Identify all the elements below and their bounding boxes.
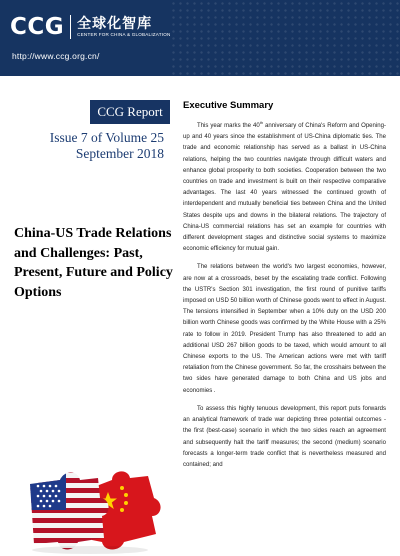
summary-paragraph-1 <box>183 117 386 255</box>
section-heading: Executive Summary <box>183 100 274 111</box>
issue-info <box>50 130 164 162</box>
summary-paragraph-3: To assess this highly tenuous development, this report puts forwards an analytical framework of trade war depicting three potential outcomes - the first (best-case) scenario in which the two sides reach an agreement and subsequently halt the tariff measures; the second (medium) scenario forecasts a longer-term trade conflict that is nevertheless measured and contained; and <box>183 405 386 468</box>
sidebar <box>0 98 172 540</box>
paragraph-1-start: This year marks the 40 <box>197 123 260 130</box>
logo-right-block <box>77 17 170 38</box>
website-url[interactable]: http://www.ccg.org.cn/ <box>12 51 100 61</box>
paragraph-1-rest: anniversary of China's Reform and Opening-up and 40 years since the establishment of US-China diplomatic ties. The trade and economic relationship has served as a ballast in US-China relations, helping the two countries navigate through difficult waters and enhance global prosperity to both societies. Cooperation between the two countries on trade and investment is built on their respective comparative advantages. The last 40 years witnessed the continued growth of interdependent and mutually beneficial ties between China and the United States despite ups and downs in the bilateral relations. The trajectory of China-US commercial relations has set an example for countries with different development stages and distinctive social systems to maximize economic efficiency for mutual gain. <box>183 123 386 253</box>
logo-ccg-text: CCG <box>10 13 65 40</box>
issue-date: September 2018 <box>75 146 164 161</box>
header-banner <box>0 0 400 76</box>
report-title: China-US Trade Relations and Challenges: Past, Present, Future and Policy Options <box>14 226 173 300</box>
logo-subtitle: CENTER FOR CHINA & GLOBALIZATION <box>77 31 171 37</box>
summary-paragraph-2: The relations between the world's two largest economies, however, are now at a crossroads, beset by the escalating trade conflict. Following the USTR's Section 301 investigation, the first round of punitive tariffs imposed on USD 50 billion worth of Chinese goods went to effect in August. The tensions intensified in September when a 10% duty on the USD 200 billion worth Chinese goods was confirmed by the White House with a 25% rate to follow in 2019. President Trump has also threatened to add an additional USD 267 billion goods to be taxed, which would amount to all Chinese exports to the US. The American actions were met with tariff retaliation from the Chinese government. So far, the crosshairs between the two sides have generated damage to both China and US jobs and economies . <box>183 264 386 394</box>
ccg-logo[interactable] <box>10 12 171 42</box>
issue-volume: Issue 7 of Volume 25 <box>49 130 164 145</box>
superscript-th: th <box>259 120 264 125</box>
executive-summary <box>183 100 386 478</box>
logo-divider <box>70 15 71 39</box>
logo-chinese-text: 全球化智库 <box>77 15 153 32</box>
banner-dot-pattern <box>170 0 400 76</box>
us-china-puzzle-pieces-icon <box>20 458 162 556</box>
report-badge: CCG Report <box>90 100 170 124</box>
